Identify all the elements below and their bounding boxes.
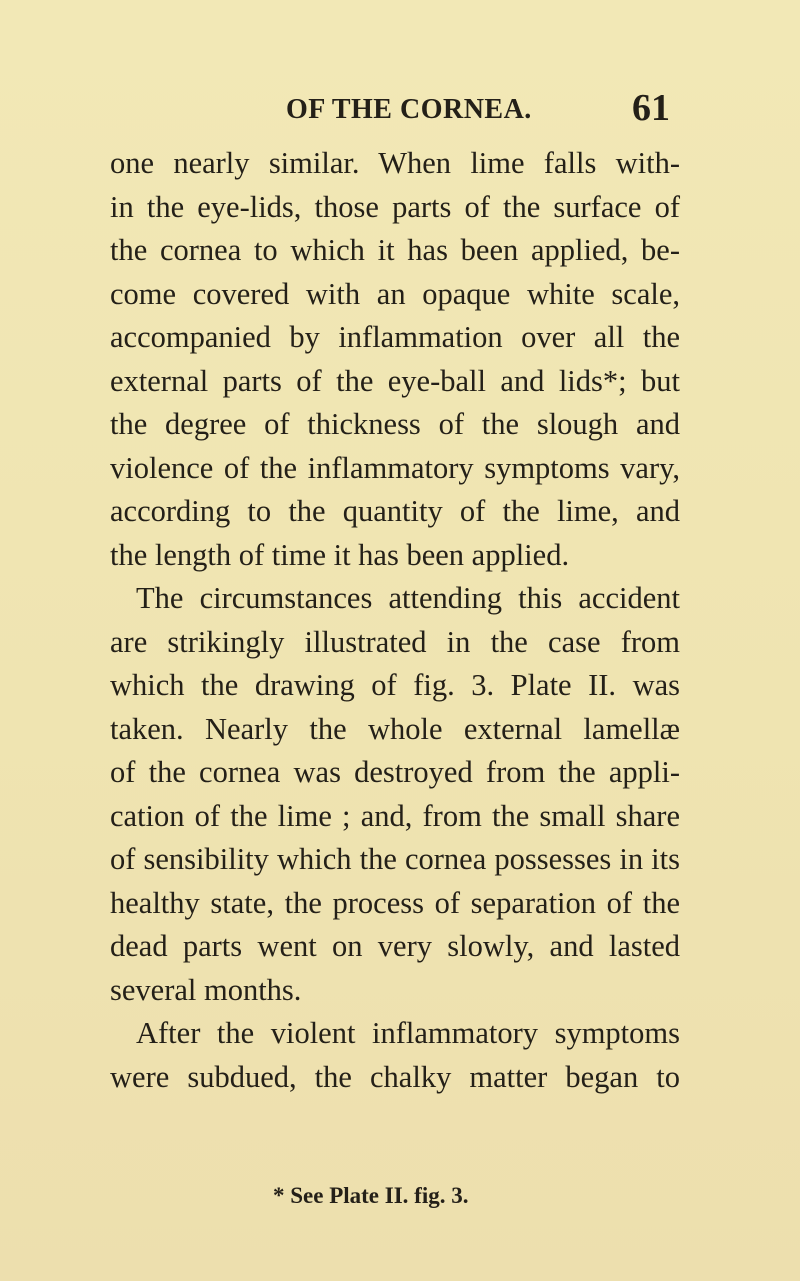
text-line: the degree of thickness of the slough and — [110, 407, 680, 441]
text-line: of the cornea was destroyed from the appli- — [110, 755, 680, 789]
text-line: cation of the lime ; and, from the small share — [110, 798, 680, 833]
text-line: the length of time it has been applied. — [110, 537, 570, 572]
text-line: one nearly similar. When lime falls with- — [110, 146, 680, 180]
body-text — [110, 142, 680, 1099]
text-line: in the eye-lids, those parts of the surface of — [110, 189, 680, 224]
text-line: of sensibility which the cornea possesses in its — [110, 842, 680, 876]
text-line: the cornea to which it has been applied, be- — [110, 233, 680, 267]
text-line: taken. Nearly the whole external lamellæ — [110, 711, 680, 746]
text-line: which the drawing of fig. 3. Plate II. was — [110, 668, 680, 702]
text-line: violence of the inflammatory symptoms vary, — [110, 450, 680, 485]
running-title: OF THE CORNEA. — [286, 94, 532, 125]
text-line: The circumstances attending this accident — [136, 581, 680, 615]
text-line: After the violent inflammatory symptoms — [136, 1016, 680, 1050]
text-line: dead parts went on very slowly, and lasted — [110, 929, 680, 963]
page-number: 61 — [632, 87, 670, 129]
text-line: are strikingly illustrated in the case from — [110, 624, 680, 659]
text-line: several months. — [110, 972, 302, 1007]
text-line: external parts of the eye-ball and lids*; but — [110, 363, 680, 398]
text-line: were subdued, the chalky matter began to — [110, 1059, 680, 1094]
footnote: * See Plate II. fig. 3. — [273, 1183, 469, 1208]
text-line: come covered with an opaque white scale, — [110, 276, 680, 311]
text-line: accompanied by inflammation over all the — [110, 320, 680, 354]
text-line: healthy state, the process of separation of the — [110, 885, 680, 920]
text-line: according to the quantity of the lime, and — [110, 494, 680, 528]
